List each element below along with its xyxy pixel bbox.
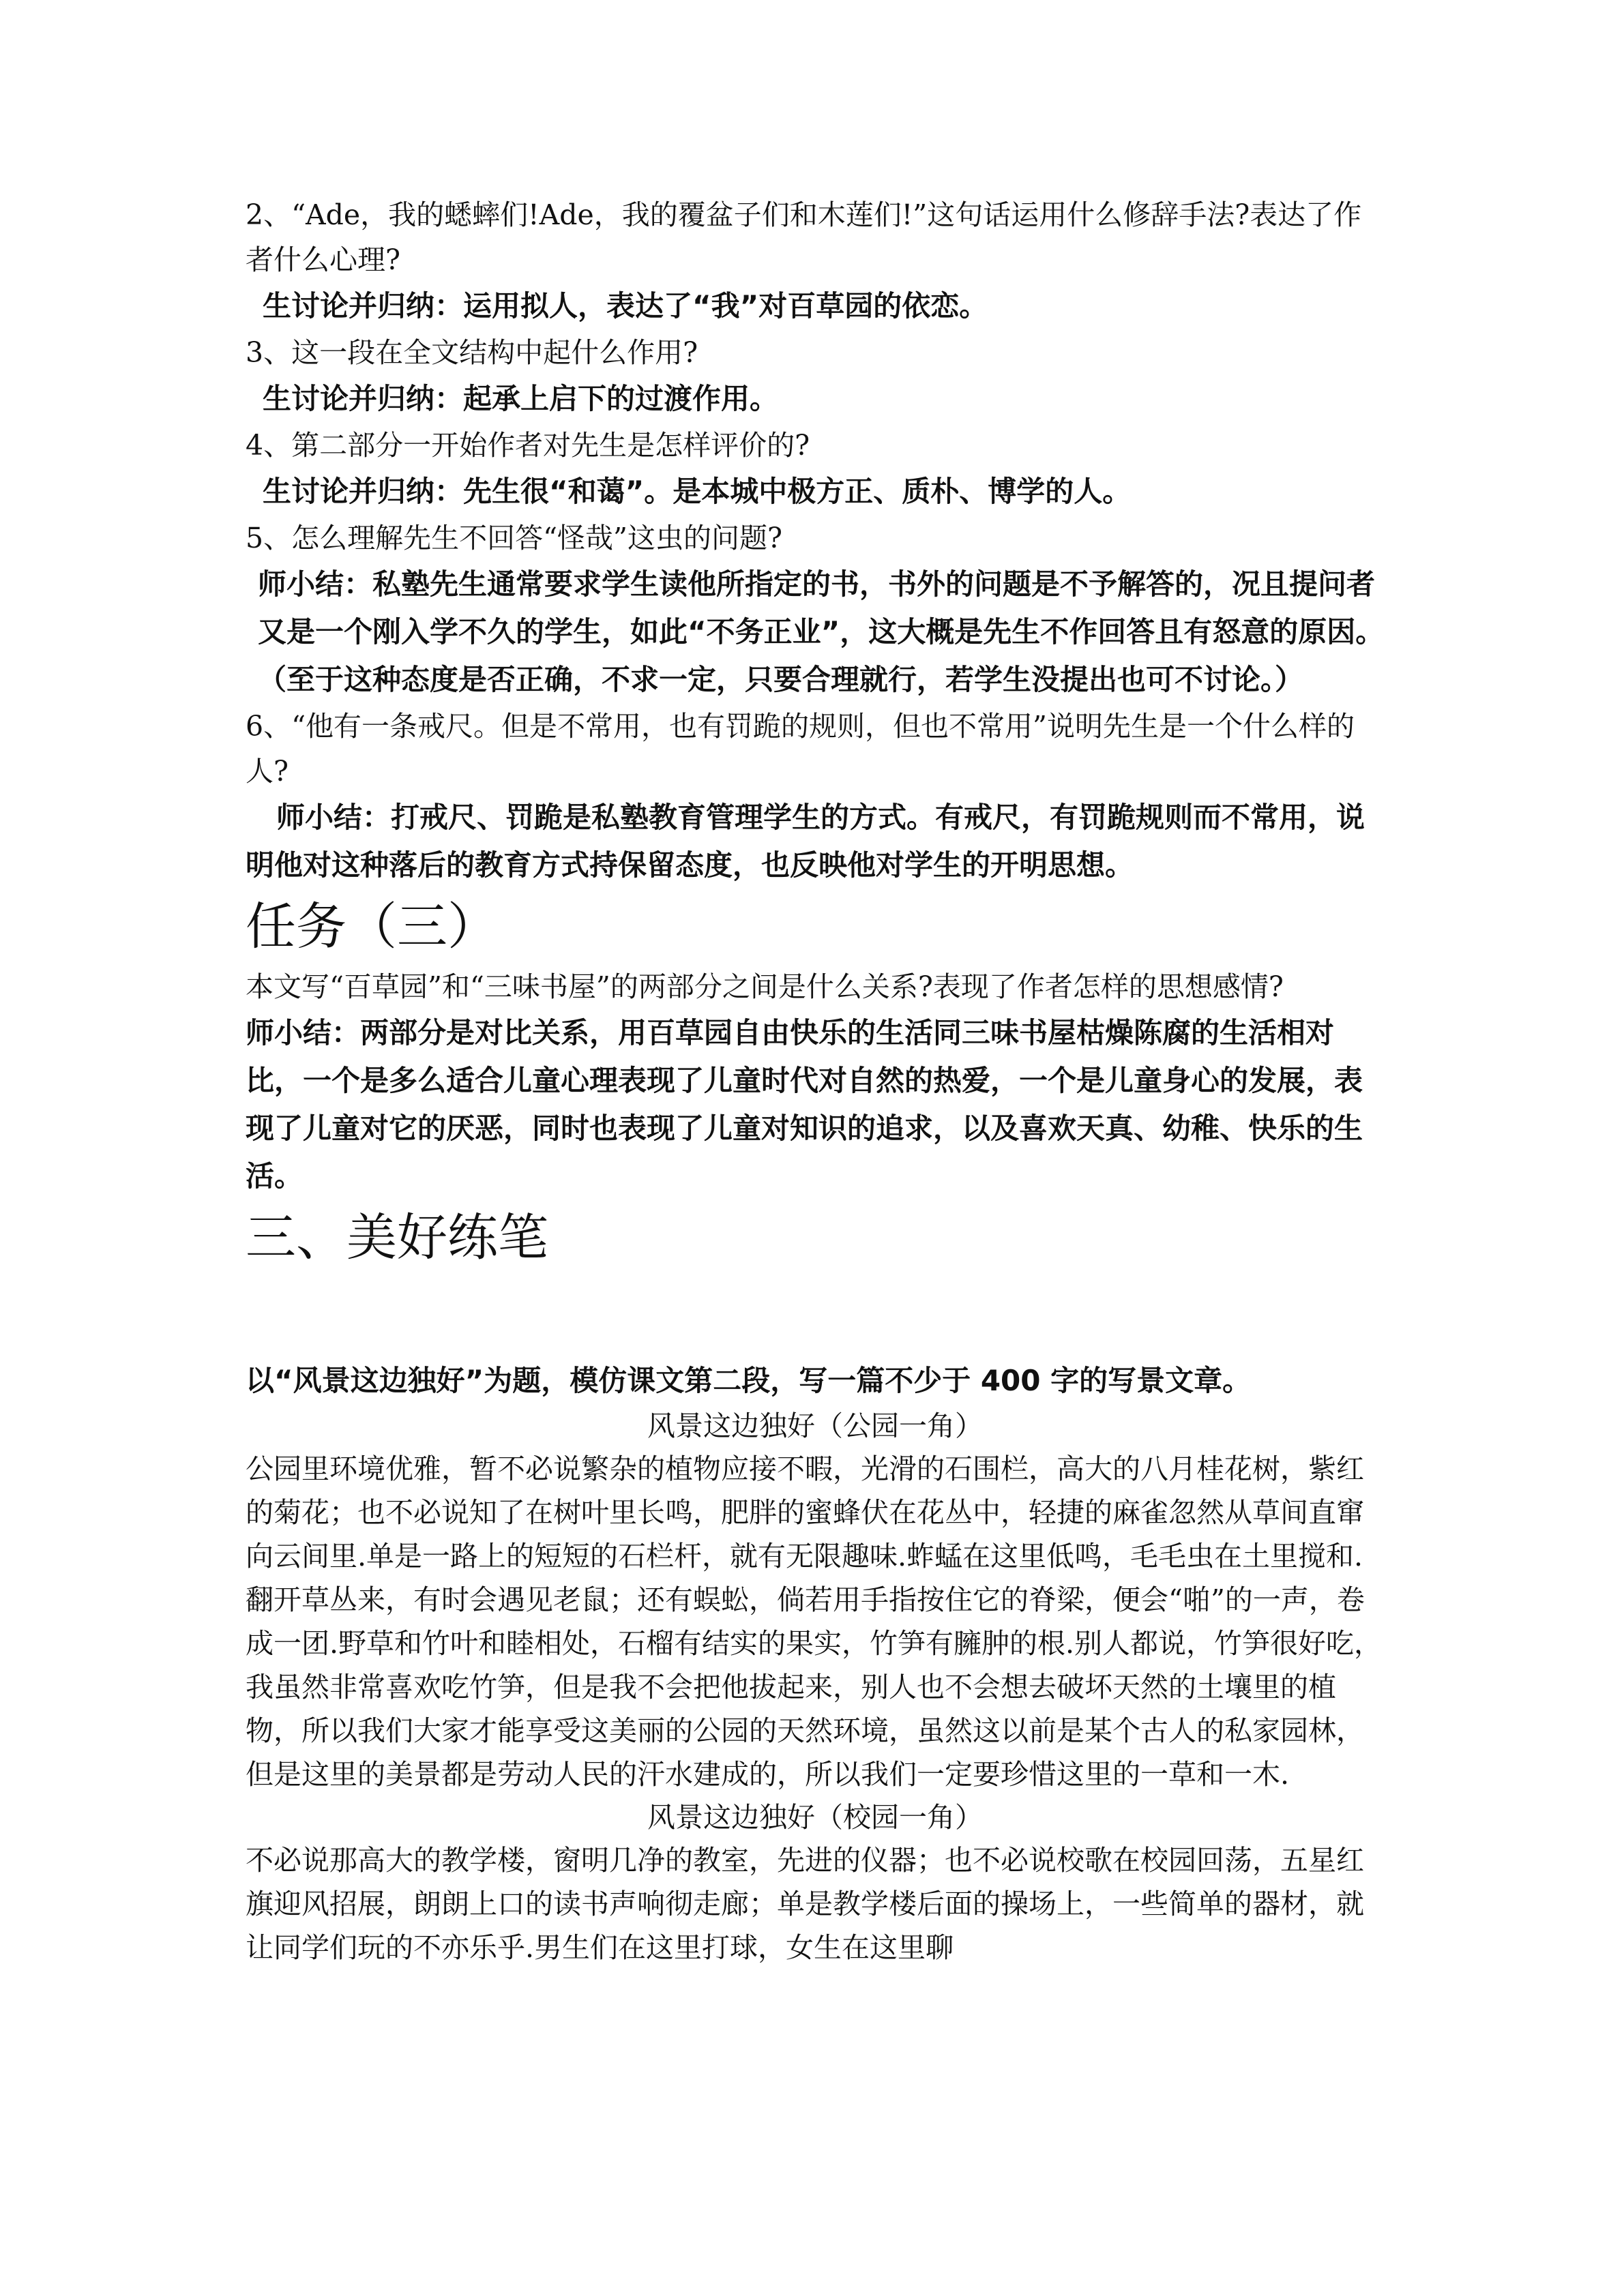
answer-3: 生讨论并归纳：起承上启下的过渡作用。 xyxy=(263,382,779,415)
question-4: 4、第二部分一开始作者对先生是怎样评价的? xyxy=(246,429,810,462)
essay-1-title: 风景这边独好（公园一角） xyxy=(647,1410,983,1442)
question-6: 6、“他有一条戒尺。但是不常用，也有罚跪的规则，但也不常用”说明先生是一个什么样的人? xyxy=(246,710,1355,788)
answer-5: 师小结：私塾先生通常要求学生读他所指定的书，书外的问题是不予解答的，况且提问者又是一个刚入学不久的学生，如此“不务正业”，这大概是先生不作回答且有怒意的原因。（至于这种态度是否正确，不求一定，只要合理就行，若学生没提出也可不讨论。） xyxy=(258,567,1385,696)
essay-1-body: 公园里环境优雅，暂不必说繁杂的植物应接不暇，光滑的石围栏，高大的八月桂花树，紫红的菊花；也不必说知了在树叶里长鸣，肥胖的蜜蜂伏在花丛中，轻捷的麻雀忽然从草间直窜向云间里.单是一路上的短短的石栏杆，就有无限趣味.蚱蜢在这里低鸣，毛毛虫在土里搅和.翻开草丛来，有时会遇见老鼠；还有蜈蚣，倘若用手指按住它的脊梁，便会“啪”的一声，卷成一团.野草和竹叶和睦相处，石榴有结实的果实，竹笋有臃肿的根.别人都说，竹笋很好吃，我虽然非常喜欢吃竹笋，但是我不会把他拔起来，别人也不会想去破坏天然的土壤里的植物，所以我们大家才能享受这美丽的公园的天然环境，虽然这以前是某个古人的私家园林，但是这里的美景都是劳动人民的汗水建成的，所以我们一定要珍惜这里的一草和一木. xyxy=(246,1452,1383,1791)
document-page xyxy=(246,192,1385,1969)
question-2: 2、“Ade，我的蟋蟀们!Ade，我的覆盆子们和木莲们!”这句话运用什么修辞手法?表达了作者什么心理? xyxy=(246,198,1362,276)
task-3-question: 本文写“百草园”和“三味书屋”的两部分之间是什么关系?表现了作者怎样的思想感情? xyxy=(246,970,1284,1003)
question-5: 5、怎么理解先生不回答“怪哉”这虫的问题? xyxy=(246,522,782,554)
writing-prompt: 以“风景这边独好”为题，模仿课文第二段，写一篇不少于 400 字的写景文章。 xyxy=(246,1364,1252,1397)
task-3-answer: 师小结：两部分是对比关系，用百草园自由快乐的生活同三味书屋枯燥陈腐的生活相对比，一个是多么适合儿童心理表现了儿童时代对自然的热爱，一个是儿童身心的发展，表现了儿童对它的厌恶，同时也表现了儿童对知识的追求，以及喜欢天真、幼稚、快乐的生活。 xyxy=(246,1016,1363,1193)
heading-task-3: 任务（三） xyxy=(246,897,498,956)
essay-2-title: 风景这边独好（校园一角） xyxy=(647,1801,983,1834)
question-3: 3、这一段在全文结构中起什么作用? xyxy=(246,336,698,369)
heading-section-3: 三、美好练笔 xyxy=(246,1208,548,1267)
spacer xyxy=(246,1275,1385,1357)
answer-2: 生讨论并归纳：运用拟人，表达了“我”对百草园的依恋。 xyxy=(263,289,988,323)
answer-6: 师小结：打戒尺、罚跪是私塾教育管理学生的方式。有戒尺，有罚跪规则而不常用，说明他对这种落后的教育方式持保留态度，也反映他对学生的开明思想。 xyxy=(246,801,1365,882)
answer-4: 生讨论并归纳：先生很“和蔼”。是本城中极方正、质朴、博学的人。 xyxy=(263,475,1132,508)
essay-2-body: 不必说那高大的教学楼，窗明几净的教室，先进的仪器；也不必说校歌在校园回荡，五星红旗迎风招展，朗朗上口的读书声响彻走廊；单是教学楼后面的操场上，一些简单的器材，就让同学们玩的不亦乐乎.男生们在这里打球，女生在这里聊 xyxy=(246,1844,1364,1964)
